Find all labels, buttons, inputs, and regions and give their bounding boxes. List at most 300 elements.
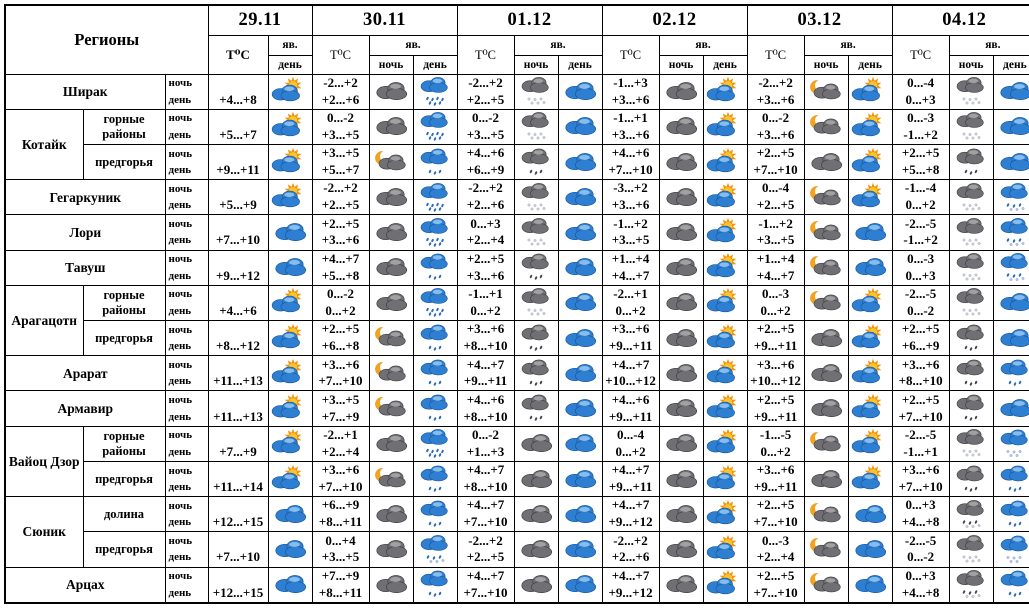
phenomenon-cell bbox=[703, 426, 747, 461]
dark-snow-icon bbox=[516, 182, 556, 213]
phenomenon-cell bbox=[804, 215, 848, 250]
cloud-blue-icon bbox=[270, 569, 310, 600]
temp-cell bbox=[312, 426, 369, 461]
dark-snow-icon bbox=[516, 111, 556, 142]
phenomenon-cell bbox=[804, 321, 848, 356]
day-temp: 0...+2 bbox=[760, 302, 791, 318]
day-label: день bbox=[168, 234, 192, 247]
regions-header: Регионы bbox=[5, 5, 208, 74]
day-temp: 0...+3 bbox=[905, 91, 936, 107]
temp-cell bbox=[602, 356, 659, 391]
phenomenon-cell bbox=[413, 391, 457, 426]
night-temp: 0...-4 bbox=[907, 74, 935, 90]
phenomenon-cell bbox=[848, 285, 892, 320]
day-temp: +3...+6 bbox=[756, 91, 795, 107]
phenomenon-cell bbox=[558, 532, 602, 567]
temp-cell bbox=[892, 567, 949, 603]
phenomenon-cell bbox=[514, 391, 558, 426]
moon-cloud-icon bbox=[371, 147, 411, 178]
blue-rain-icon bbox=[415, 323, 455, 354]
cloud-blue-icon bbox=[995, 111, 1029, 142]
night-temp bbox=[209, 392, 268, 409]
temp-cell bbox=[457, 391, 514, 426]
night-temp bbox=[209, 321, 268, 338]
sun-cloud-icon bbox=[270, 287, 310, 318]
temp-cell bbox=[892, 215, 949, 250]
date-column-header: 29.11 bbox=[208, 5, 312, 35]
subregion-name: предгорья bbox=[83, 461, 165, 496]
temp-cell bbox=[208, 426, 268, 461]
temp-cell bbox=[457, 532, 514, 567]
temp-cell bbox=[747, 461, 804, 496]
night-temp: +2...+5 bbox=[756, 391, 795, 407]
table-row bbox=[5, 250, 1029, 285]
sun-cloud-icon bbox=[850, 323, 890, 354]
table-row bbox=[5, 109, 1029, 144]
day-label: день bbox=[168, 304, 192, 317]
phenomenon-cell bbox=[514, 497, 558, 532]
temp-cell bbox=[747, 215, 804, 250]
blue-rain-heavy-icon bbox=[415, 182, 455, 213]
night-temp: +7...+9 bbox=[321, 567, 360, 583]
phenomenon-cell bbox=[949, 180, 993, 215]
phenomenon-cell bbox=[848, 215, 892, 250]
phenomenon-cell bbox=[949, 356, 993, 391]
night-temp: 0...-4 bbox=[762, 180, 790, 196]
sun-cloud-icon bbox=[270, 464, 310, 495]
day-temp: +3...+5 bbox=[321, 549, 360, 565]
night-label: ночь bbox=[168, 429, 193, 442]
cloud-blue-icon bbox=[560, 217, 600, 248]
cloud-dark-icon bbox=[516, 569, 556, 600]
day-temp: +11...+13 bbox=[213, 408, 263, 424]
phenomenon-cell bbox=[413, 144, 457, 179]
temp-cell bbox=[892, 250, 949, 285]
night-label: ночь bbox=[168, 499, 193, 512]
temp-cell bbox=[747, 391, 804, 426]
night-temp: -2...-5 bbox=[904, 532, 937, 548]
cloud-blue-icon bbox=[560, 499, 600, 530]
table-row bbox=[5, 180, 1029, 215]
subregion-name: предгорья bbox=[83, 532, 165, 567]
temp-cell bbox=[312, 215, 369, 250]
phenomenon-cell bbox=[848, 321, 892, 356]
day-temp: +2...+5 bbox=[466, 549, 505, 565]
cloud-blue-icon bbox=[995, 393, 1029, 424]
cloud-blue-icon bbox=[850, 569, 890, 600]
temp-cell bbox=[892, 426, 949, 461]
forecast-table bbox=[4, 4, 1029, 604]
day-header: день bbox=[413, 55, 457, 74]
temp-cell bbox=[602, 215, 659, 250]
dark-snow-icon bbox=[951, 252, 991, 283]
phenomenon-cell bbox=[369, 567, 413, 603]
night-temp: 0...-2 bbox=[762, 110, 790, 126]
cloud-blue-icon bbox=[560, 428, 600, 459]
dark-snow-icon bbox=[951, 287, 991, 318]
temp-cell bbox=[747, 426, 804, 461]
phenomenon-cell bbox=[659, 144, 703, 179]
cloud-blue-icon bbox=[560, 393, 600, 424]
cloud-dark-icon bbox=[516, 428, 556, 459]
phenomenon-cell bbox=[993, 250, 1029, 285]
sun-cloud-icon bbox=[705, 76, 745, 107]
cloud-dark-icon bbox=[371, 76, 411, 107]
night-temp: +2...+5 bbox=[321, 215, 360, 231]
temp-cell bbox=[892, 74, 949, 109]
night-temp: +3...+6 bbox=[756, 462, 795, 478]
day-temp: +8...+10 bbox=[463, 479, 508, 495]
day-temp: +3...+6 bbox=[611, 197, 650, 213]
day-temp: +3...+5 bbox=[466, 126, 505, 142]
night-temp: 0...+3 bbox=[905, 497, 936, 513]
cloud-blue-icon bbox=[560, 569, 600, 600]
day-label: день bbox=[168, 340, 192, 353]
cloud-dark-icon bbox=[661, 358, 701, 389]
day-temp: +7...+10 bbox=[753, 514, 798, 530]
phenomenon-cell bbox=[558, 250, 602, 285]
day-temp: 0...+2 bbox=[470, 302, 501, 318]
day-temp: 0...+2 bbox=[615, 302, 646, 318]
night-temp: +3...+6 bbox=[756, 356, 795, 372]
day-header: день bbox=[848, 55, 892, 74]
phenomenon-cell bbox=[413, 497, 457, 532]
night-temp bbox=[209, 568, 268, 585]
phenomenon-cell bbox=[804, 356, 848, 391]
temp-cell bbox=[208, 532, 268, 567]
cloud-blue-icon bbox=[560, 111, 600, 142]
phenomenon-cell bbox=[413, 285, 457, 320]
day-temp: +11...+13 bbox=[213, 373, 263, 389]
cloud-blue-icon bbox=[560, 323, 600, 354]
night-temp: +2...+5 bbox=[466, 250, 505, 266]
day-temp: +7...+10 bbox=[753, 162, 798, 178]
day-temp: +3...+5 bbox=[756, 232, 795, 248]
night-temp: -2...+2 bbox=[468, 180, 503, 196]
night-temp: +2...+5 bbox=[321, 321, 360, 337]
phenomenon-cell bbox=[268, 567, 312, 603]
phenomenon-cell bbox=[804, 426, 848, 461]
night-temp: -2...+2 bbox=[323, 74, 358, 90]
night-header: ночь bbox=[369, 55, 413, 74]
phenomenon-cell bbox=[703, 250, 747, 285]
temp-cell bbox=[208, 497, 268, 532]
night-temp: +4...+7 bbox=[466, 497, 505, 513]
night-temp: +4...+6 bbox=[466, 145, 505, 161]
day-temp: +5...+9 bbox=[219, 197, 257, 213]
day-temp: +3...+5 bbox=[611, 232, 650, 248]
phenomenon-cell bbox=[268, 426, 312, 461]
day-temp: 0...-2 bbox=[907, 302, 935, 318]
day-temp: +4...+8 bbox=[901, 584, 940, 600]
night-label: ночь bbox=[168, 112, 193, 125]
phenomenon-cell bbox=[848, 426, 892, 461]
night-temp: -1...-4 bbox=[904, 180, 937, 196]
day-temp: +7...+10 bbox=[753, 584, 798, 600]
phenomenon-cell bbox=[703, 144, 747, 179]
phenomenon-cell bbox=[804, 144, 848, 179]
phenomena-header: яв. bbox=[659, 35, 747, 55]
temp-cell bbox=[312, 532, 369, 567]
day-temp: +8...+10 bbox=[463, 338, 508, 354]
day-temp: +9...+11 bbox=[753, 408, 798, 424]
temp-cell bbox=[312, 250, 369, 285]
table-row bbox=[5, 144, 1029, 179]
table-row bbox=[5, 426, 1029, 461]
night-label: ночь bbox=[168, 570, 193, 583]
sun-cloud-icon bbox=[705, 217, 745, 248]
cloud-dark-icon bbox=[661, 182, 701, 213]
night-temp bbox=[209, 286, 268, 303]
phenomenon-cell bbox=[514, 532, 558, 567]
phenomenon-cell bbox=[268, 532, 312, 567]
temp-cell bbox=[892, 497, 949, 532]
night-temp bbox=[209, 462, 268, 479]
night-header: ночь bbox=[804, 55, 848, 74]
sun-cloud-icon bbox=[705, 111, 745, 142]
night-day-labels bbox=[165, 391, 208, 426]
sun-cloud-icon bbox=[850, 358, 890, 389]
phenomenon-cell bbox=[949, 144, 993, 179]
day-label: день bbox=[168, 445, 192, 458]
day-label: день bbox=[168, 551, 192, 564]
phenomenon-cell bbox=[703, 567, 747, 603]
phenomenon-cell bbox=[703, 497, 747, 532]
sun-cloud-icon bbox=[705, 287, 745, 318]
phenomenon-cell bbox=[993, 497, 1029, 532]
night-day-labels bbox=[165, 285, 208, 320]
night-temp: -2...+2 bbox=[468, 74, 503, 90]
dark-snow-icon bbox=[951, 76, 991, 107]
temp-cell bbox=[457, 497, 514, 532]
cloud-blue-icon bbox=[560, 534, 600, 565]
night-temp: +4...+7 bbox=[611, 462, 650, 478]
phenomenon-cell bbox=[514, 461, 558, 496]
phenomenon-cell bbox=[369, 356, 413, 391]
night-temp bbox=[209, 251, 268, 268]
sun-cloud-icon bbox=[705, 182, 745, 213]
night-label: ночь bbox=[168, 394, 193, 407]
night-temp: +3...+6 bbox=[321, 356, 360, 372]
day-temp: +2...+4 bbox=[321, 443, 360, 459]
day-temp: +10...+12 bbox=[605, 373, 656, 389]
region-name: Лори bbox=[5, 215, 165, 250]
dark-snow-icon bbox=[516, 217, 556, 248]
day-temp: +5...+8 bbox=[901, 162, 940, 178]
temp-cell bbox=[892, 144, 949, 179]
night-temp: 0...-2 bbox=[471, 427, 500, 442]
cloud-blue-icon bbox=[560, 182, 600, 213]
cloud-dark-icon bbox=[371, 428, 411, 459]
sun-cloud-icon bbox=[705, 569, 745, 600]
dark-rain-icon bbox=[516, 147, 556, 178]
day-temp: +4...+6 bbox=[219, 302, 257, 318]
phenomenon-cell bbox=[369, 461, 413, 496]
blue-rain-heavy-icon bbox=[415, 217, 455, 248]
phenomenon-cell bbox=[993, 391, 1029, 426]
sun-cloud-icon bbox=[705, 252, 745, 283]
temp-cell bbox=[208, 321, 268, 356]
day-temp: +5...+8 bbox=[321, 267, 360, 283]
moon-cloud-icon bbox=[806, 111, 846, 142]
phenomenon-cell bbox=[558, 567, 602, 603]
phenomenon-cell bbox=[413, 532, 457, 567]
phenomenon-cell bbox=[848, 461, 892, 496]
sun-cloud-icon bbox=[270, 111, 310, 142]
temp-cell bbox=[602, 497, 659, 532]
table-row bbox=[5, 391, 1029, 426]
phenomenon-cell bbox=[659, 180, 703, 215]
phenomenon-cell bbox=[848, 109, 892, 144]
sun-cloud-icon bbox=[850, 428, 890, 459]
phenomenon-cell bbox=[703, 215, 747, 250]
day-temp: +2...+6 bbox=[611, 549, 650, 565]
moon-cloud-icon bbox=[806, 534, 846, 565]
subregion-name: горные районы bbox=[83, 426, 165, 461]
temp-header: Т⁰С bbox=[208, 35, 268, 74]
phenomenon-cell bbox=[369, 497, 413, 532]
temp-cell bbox=[747, 356, 804, 391]
cloud-blue-icon bbox=[270, 217, 310, 248]
moon-cloud-icon bbox=[806, 287, 846, 318]
temp-cell bbox=[892, 180, 949, 215]
phenomenon-cell bbox=[413, 215, 457, 250]
dark-snow-icon bbox=[951, 111, 991, 142]
cloud-dark-icon bbox=[371, 534, 411, 565]
phenomenon-cell bbox=[848, 180, 892, 215]
phenomenon-cell bbox=[848, 250, 892, 285]
night-temp: 0...-4 bbox=[617, 427, 645, 442]
day-temp: +3...+6 bbox=[611, 91, 650, 107]
phenomenon-cell bbox=[659, 532, 703, 567]
phenomenon-cell bbox=[949, 426, 993, 461]
day-temp: +9...+11 bbox=[608, 408, 653, 424]
phenomenon-cell bbox=[804, 250, 848, 285]
dark-rain-icon bbox=[951, 323, 991, 354]
sun-cloud-icon bbox=[270, 76, 310, 107]
phenomenon-cell bbox=[703, 74, 747, 109]
moon-cloud-icon bbox=[806, 428, 846, 459]
night-temp bbox=[209, 110, 268, 127]
phenomenon-cell bbox=[703, 356, 747, 391]
temp-cell bbox=[312, 356, 369, 391]
phenomena-header: яв. bbox=[804, 35, 892, 55]
phenomenon-cell bbox=[949, 461, 993, 496]
cloud-blue-icon bbox=[995, 147, 1029, 178]
cloud-dark-icon bbox=[806, 358, 846, 389]
day-temp: +9...+12 bbox=[608, 584, 653, 600]
sun-cloud-icon bbox=[270, 182, 310, 213]
night-temp: +3...+6 bbox=[901, 356, 940, 372]
phenomenon-cell bbox=[703, 321, 747, 356]
temp-cell bbox=[602, 321, 659, 356]
phenomenon-cell bbox=[558, 461, 602, 496]
temp-cell bbox=[208, 461, 268, 496]
night-temp: +3...+6 bbox=[611, 321, 650, 337]
day-temp: +7...+9 bbox=[321, 408, 360, 424]
night-temp: 0...+3 bbox=[470, 215, 501, 231]
phenomenon-cell bbox=[268, 356, 312, 391]
phenomenon-cell bbox=[659, 74, 703, 109]
cloud-dark-icon bbox=[371, 499, 411, 530]
night-temp: -2...-5 bbox=[904, 427, 937, 442]
cloud-dark-icon bbox=[371, 182, 411, 213]
day-temp: -1...+1 bbox=[903, 443, 938, 459]
blue-rain-icon bbox=[415, 464, 455, 495]
temp-cell bbox=[208, 74, 268, 109]
day-label: день bbox=[168, 269, 192, 282]
day-temp: +7...+10 bbox=[463, 584, 508, 600]
cloud-dark-icon bbox=[661, 323, 701, 354]
phenomenon-cell bbox=[993, 180, 1029, 215]
day-temp: +7...+10 bbox=[608, 162, 653, 178]
temp-cell bbox=[602, 461, 659, 496]
cloud-dark-icon bbox=[661, 147, 701, 178]
phenomenon-cell bbox=[268, 391, 312, 426]
day-temp: +7...+10 bbox=[215, 549, 261, 565]
night-temp: 0...-2 bbox=[326, 286, 355, 302]
cloud-dark-icon bbox=[516, 464, 556, 495]
night-day-labels bbox=[165, 497, 208, 532]
phenomenon-cell bbox=[659, 321, 703, 356]
night-temp: 0...-2 bbox=[326, 110, 355, 126]
day-temp: +3...+6 bbox=[321, 232, 360, 248]
night-temp: +1...+4 bbox=[756, 250, 795, 266]
cloud-dark-icon bbox=[371, 569, 411, 600]
blue-sleet-icon bbox=[995, 217, 1029, 248]
cloud-dark-icon bbox=[661, 76, 701, 107]
table-row bbox=[5, 532, 1029, 567]
temp-cell bbox=[312, 567, 369, 603]
cloud-dark-icon bbox=[806, 147, 846, 178]
blue-rain-icon bbox=[415, 393, 455, 424]
table-row bbox=[5, 321, 1029, 356]
dark-snow-icon bbox=[951, 534, 991, 565]
day-temp: +2...+6 bbox=[321, 91, 360, 107]
phenomenon-cell bbox=[804, 461, 848, 496]
phenomenon-cell bbox=[413, 74, 457, 109]
temp-cell bbox=[747, 567, 804, 603]
moon-cloud-icon bbox=[806, 217, 846, 248]
night-temp: +4...+6 bbox=[466, 391, 505, 407]
phenomenon-cell bbox=[848, 532, 892, 567]
phenomenon-cell bbox=[703, 180, 747, 215]
phenomenon-cell bbox=[703, 391, 747, 426]
night-temp: +4...+7 bbox=[466, 462, 505, 478]
dark-snow-icon bbox=[951, 182, 991, 213]
temp-cell bbox=[457, 215, 514, 250]
phenomenon-cell bbox=[703, 109, 747, 144]
temp-cell bbox=[892, 532, 949, 567]
phenomenon-cell bbox=[993, 532, 1029, 567]
night-day-labels bbox=[165, 180, 208, 215]
cloud-blue-icon bbox=[560, 358, 600, 389]
phenomenon-cell bbox=[949, 532, 993, 567]
night-temp: -2...+2 bbox=[323, 180, 358, 196]
night-temp: -2...-5 bbox=[904, 215, 937, 231]
night-day-labels bbox=[165, 461, 208, 496]
temp-cell bbox=[602, 285, 659, 320]
cloud-dark-icon bbox=[661, 252, 701, 283]
blue-rain-icon bbox=[415, 252, 455, 283]
phenomenon-cell bbox=[558, 74, 602, 109]
day-temp: +7...+10 bbox=[898, 479, 943, 495]
phenomenon-cell bbox=[369, 109, 413, 144]
night-temp: +2...+5 bbox=[756, 145, 795, 161]
moon-cloud-icon bbox=[371, 323, 411, 354]
temp-cell bbox=[457, 285, 514, 320]
day-temp: +4...+8 bbox=[901, 514, 940, 530]
